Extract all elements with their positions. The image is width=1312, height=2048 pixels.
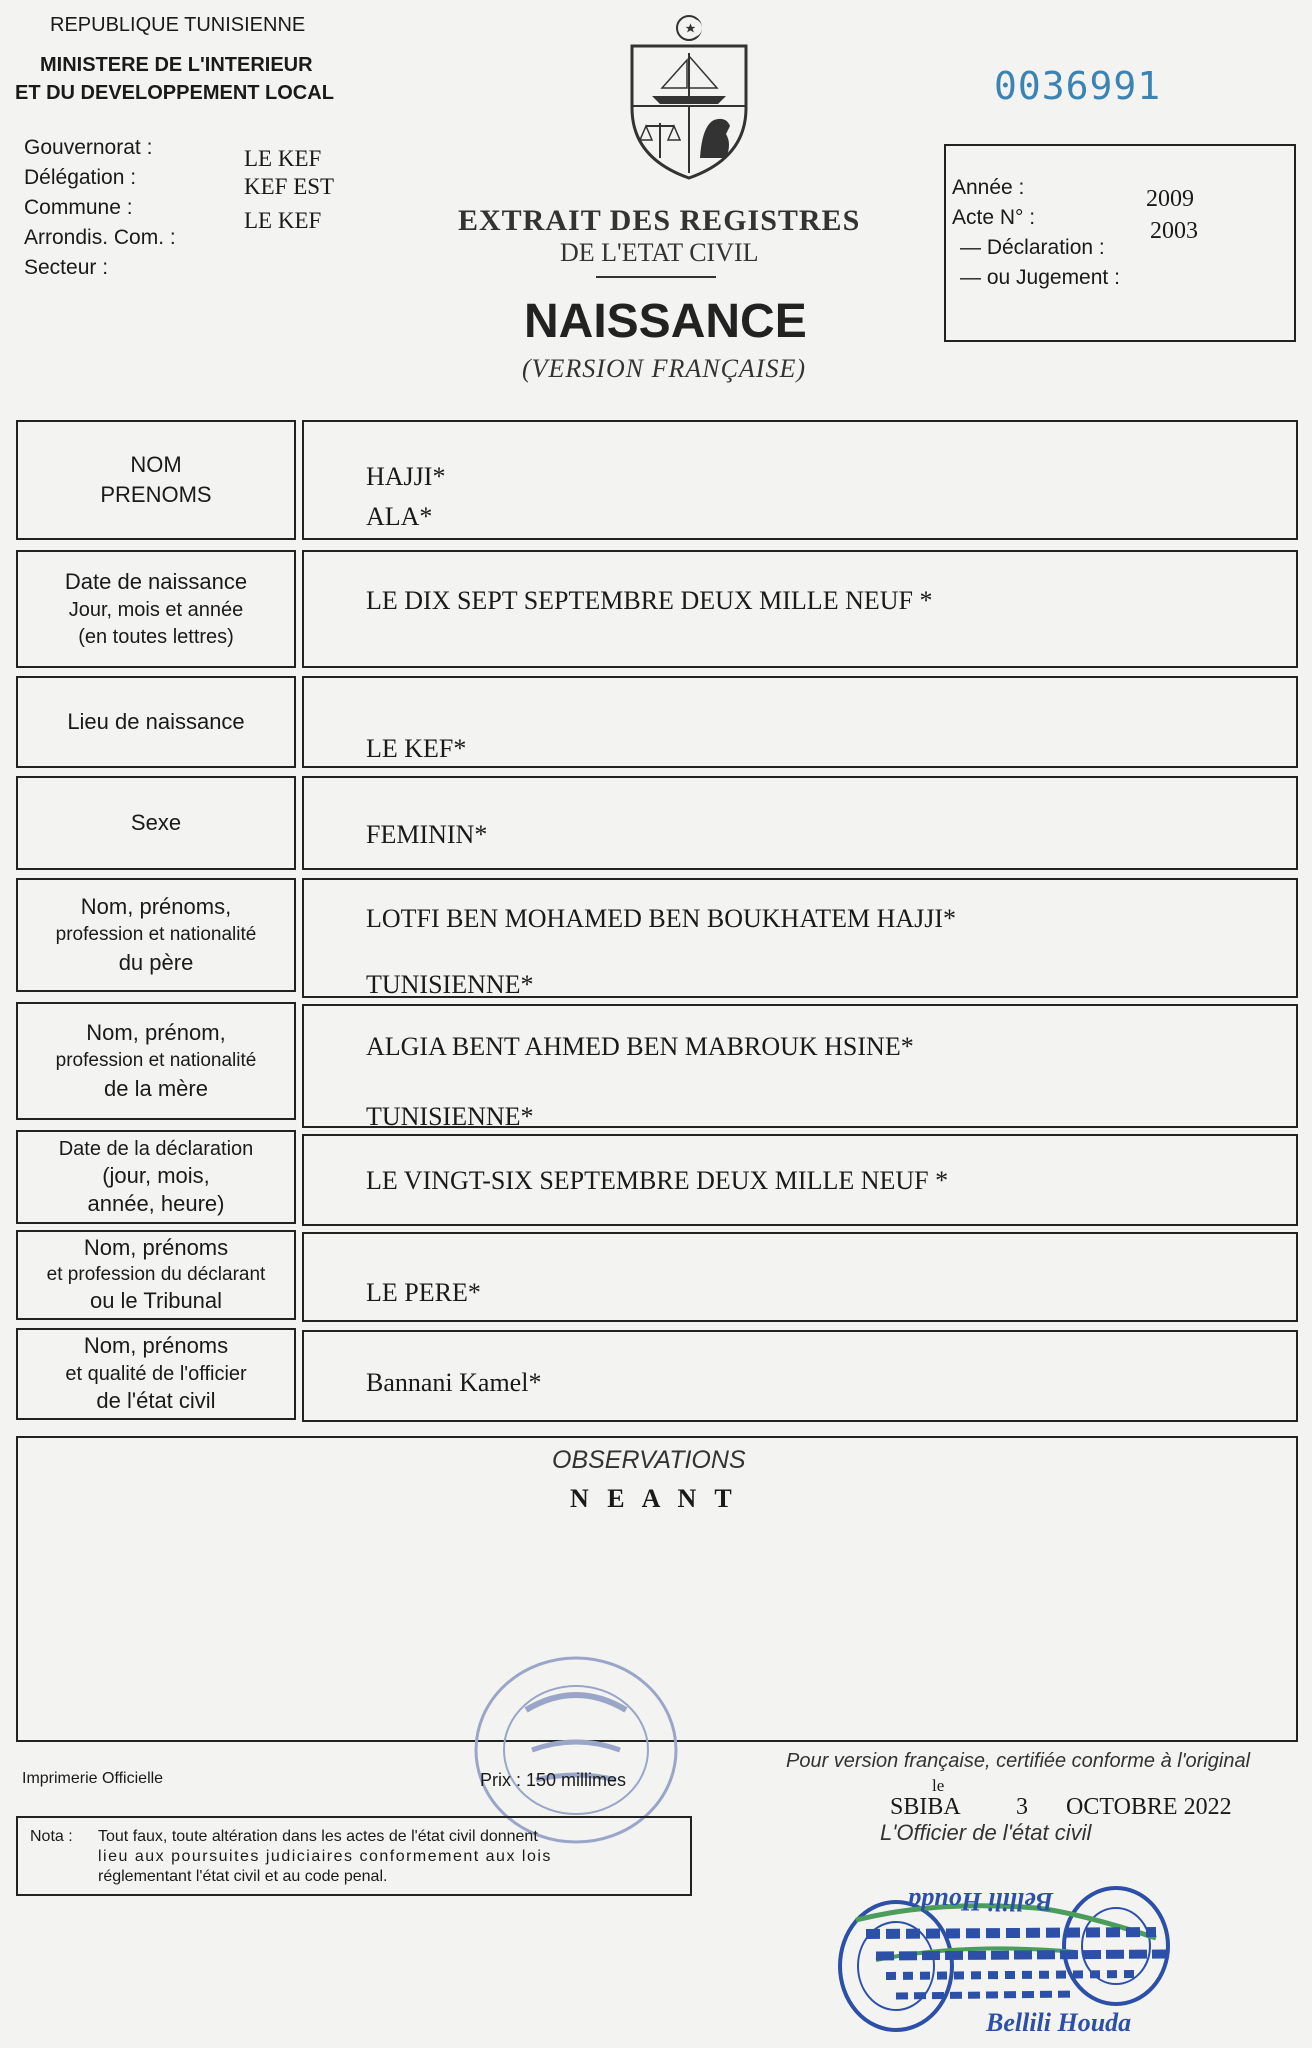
officier-value-cell [302, 1330, 1298, 1422]
lieu-label-cell [16, 676, 296, 768]
declaration-date-value: LE VINGT-SIX SEPTEMBRE DEUX MILLE NEUF * [366, 1166, 949, 1195]
title-divider [596, 276, 716, 278]
place-value: SBIBA [890, 1794, 961, 1820]
date-label-1: Date de naissance [64, 569, 248, 595]
pere-value-cell [302, 878, 1298, 998]
mere-label-cell [16, 1002, 296, 1120]
certifiee-label: Pour version française, certifiée conforme à l'original [786, 1750, 1251, 1772]
lieu-value: LE KEF* [366, 734, 467, 763]
nota-text-3: réglementant l'état civil et au code penal. [98, 1868, 388, 1885]
date-naissance-value-cell [302, 550, 1298, 668]
acte-label: Acte N° : [952, 206, 1036, 229]
sexe-label: Sexe [130, 810, 182, 836]
observations-value: N E A N T [570, 1484, 738, 1513]
officier-label-2: et qualité de l'officier [65, 1363, 247, 1385]
republic-label: REPUBLIQUE TUNISIENNE [50, 14, 306, 36]
acte-value: 2003 [1150, 218, 1198, 244]
title-extrait: EXTRAIT DES REGISTRES [458, 204, 861, 237]
title-etat-civil: DE L'ETAT CIVIL [560, 238, 759, 267]
pere-label-3: du père [118, 949, 194, 975]
date-label-3: (en toutes lettres) [78, 625, 234, 648]
delegation-value: KEF EST [244, 174, 335, 199]
annee-value: 2009 [1146, 186, 1194, 212]
officier-footer-label: L'Officier de l'état civil [880, 1820, 1092, 1845]
declarant-value-cell [302, 1232, 1298, 1322]
declarant-label-2: et profession du déclarant [46, 1263, 266, 1285]
serial-number: 0036991 [994, 64, 1162, 108]
title-naissance: NAISSANCE [524, 295, 807, 348]
sexe-value: FEMININ* [366, 820, 488, 849]
mere-label-3: de la mère [104, 1075, 208, 1101]
coat-of-arms-icon [622, 8, 756, 184]
gouvernorat-value: LE KEF [244, 146, 322, 171]
date-label-2: Jour, mois et année [68, 598, 244, 621]
declaration-label: — Déclaration : [960, 236, 1105, 259]
pere-label-1: Nom, prénoms, [80, 894, 232, 920]
commune-label: Commune : [24, 196, 133, 219]
mere-value-cell [302, 1004, 1298, 1131]
jugement-label: — ou Jugement : [960, 266, 1120, 289]
arrondis-label: Arrondis. Com. : [24, 226, 176, 249]
nota-label: Nota : [30, 1828, 73, 1845]
mirrored-stamp-name: Bellili Houda [908, 1887, 1054, 1916]
declarant-value: LE PERE* [366, 1278, 481, 1307]
mere-name-value: ALGIA BENT AHMED BEN MABROUK HSINE* [366, 1032, 914, 1061]
pere-label-2: profession et nationalité [55, 924, 257, 946]
pere-label-cell [16, 878, 296, 992]
day-value: 3 [1016, 1794, 1028, 1820]
officier-label-cell [16, 1328, 296, 1420]
acte-box [944, 144, 1296, 342]
date-naissance-label-cell [16, 550, 296, 668]
mere-nat-value: TUNISIENNE* [366, 1102, 534, 1131]
nota-text-1: Tout faux, toute altération dans les actes de l'état civil donnent [98, 1828, 538, 1845]
mere-label-1: Nom, prénom, [86, 1020, 226, 1046]
decl-label-1: Date de la déclaration [58, 1138, 254, 1160]
pere-name-value: LOTFI BEN MOHAMED BEN BOUKHATEM HAJJI* [366, 904, 957, 933]
observations-label: OBSERVATIONS [552, 1446, 746, 1474]
declaration-label-cell [16, 1130, 296, 1224]
declarant-label-cell [16, 1230, 296, 1320]
annee-label: Année : [952, 176, 1025, 199]
gouvernorat-label: Gouvernorat : [24, 136, 153, 159]
mere-label-2: profession et nationalité [55, 1050, 257, 1072]
delegation-label: Délégation : [24, 166, 137, 189]
declarant-label-1: Nom, prénoms [83, 1235, 229, 1261]
prenoms-label: PRENOMS [100, 482, 212, 507]
declaration-value-cell [302, 1134, 1298, 1226]
ministry-line2: ET DU DEVELOPPEMENT LOCAL [15, 82, 334, 104]
nom-prenoms-value-cell [302, 420, 1298, 540]
lieu-value-cell [302, 676, 1298, 768]
officier-label-3: de l'état civil [96, 1388, 216, 1413]
nom-value: HAJJI* [366, 462, 446, 491]
title-version: (VERSION FRANÇAISE) [522, 354, 806, 383]
date-naissance-value: LE DIX SEPT SEPTEMBRE DEUX MILLE NEUF * [366, 586, 933, 615]
prix-label: Prix : 150 millimes [480, 1770, 627, 1790]
nota-text-2: lieu aux poursuites judiciaires conformement aux lois [98, 1848, 552, 1865]
signature-name: Bellili Houda [986, 2008, 1132, 2037]
declarant-label-3: ou le Tribunal [89, 1288, 223, 1314]
lieu-label: Lieu de naissance [67, 709, 245, 735]
le-label: le [932, 1776, 945, 1795]
decl-label-3: année, heure) [87, 1190, 225, 1216]
imprimerie-label: Imprimerie Officielle [22, 1770, 164, 1787]
pere-nat-value: TUNISIENNE* [366, 970, 534, 999]
secteur-label: Secteur : [24, 256, 109, 279]
sexe-value-cell [302, 776, 1298, 870]
nom-prenoms-label-cell [16, 420, 296, 540]
sexe-label-cell [16, 776, 296, 870]
commune-value: LE KEF [244, 208, 322, 233]
nota-box [16, 1816, 692, 1896]
officier-value: Bannani Kamel* [366, 1368, 542, 1397]
prenoms-value: ALA* [366, 502, 433, 531]
month-year-value: OCTOBRE 2022 [1066, 1794, 1232, 1820]
officier-label-1: Nom, prénoms [83, 1333, 229, 1359]
decl-label-2: (jour, mois, [102, 1163, 210, 1188]
ministry-line1: MINISTERE DE L'INTERIEUR [40, 54, 313, 76]
nom-label: NOM [130, 452, 182, 478]
